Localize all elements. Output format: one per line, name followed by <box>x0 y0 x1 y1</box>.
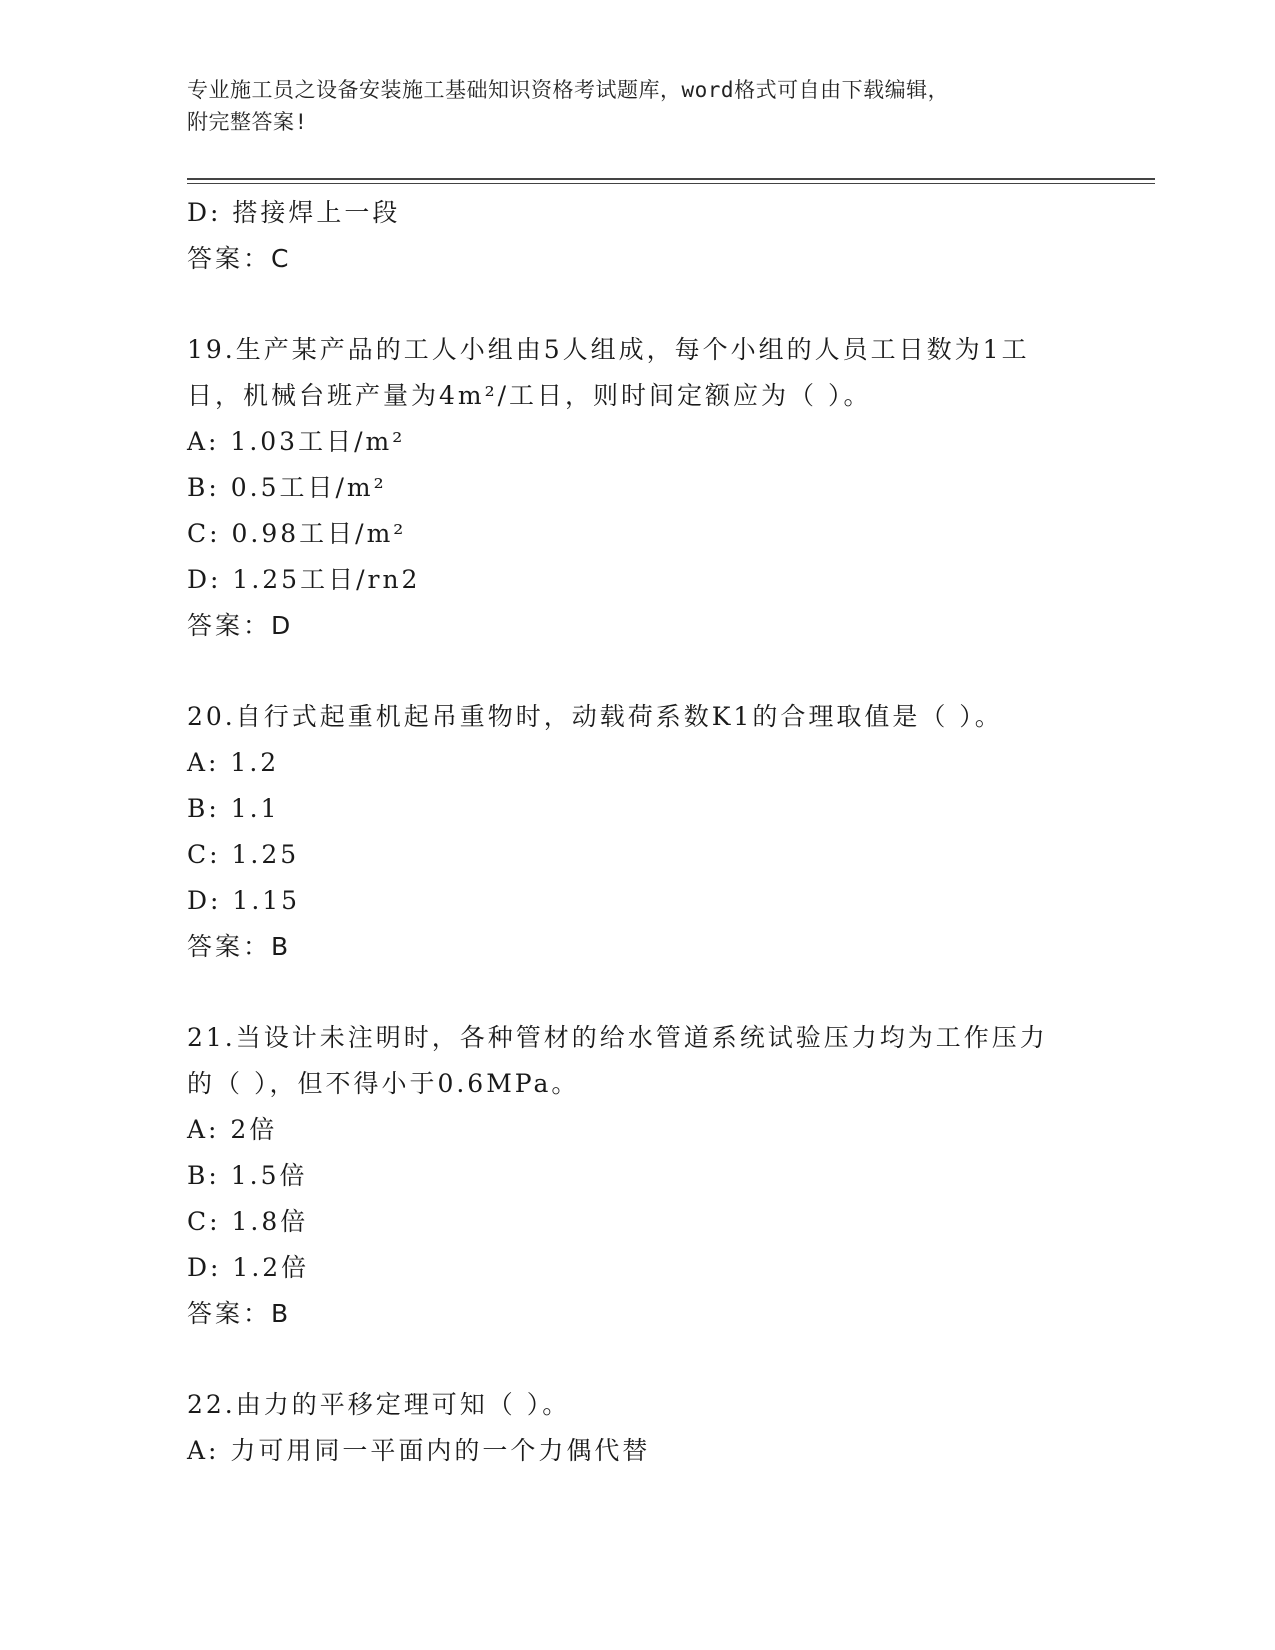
prev-answer: 答案：C <box>187 244 292 273</box>
option-d: D: 1.15 <box>187 886 301 915</box>
option-d: D: 1.2倍 <box>187 1253 310 1282</box>
option-a: A: 1.03工日/m² <box>187 427 406 456</box>
option-b: B: 1.5倍 <box>187 1161 308 1190</box>
option-b: B: 1.1 <box>187 794 280 823</box>
question-stem: 日，机械台班产量为4m²/工日，则时间定额应为（ ）。 <box>187 381 872 410</box>
question-stem: 20.自行式起重机起吊重物时，动载荷系数K1的合理取值是（ ）。 <box>187 702 1003 731</box>
question-21 <box>187 1015 1087 1337</box>
prev-option-d: D: 搭接焊上一段 <box>187 198 401 227</box>
option-a: A: 2倍 <box>187 1115 278 1144</box>
question-list <box>187 190 1087 1474</box>
option-c: C: 0.98工日/m² <box>187 519 407 548</box>
header-line-2: 附完整答案! <box>187 110 308 134</box>
header-divider <box>187 178 1155 184</box>
option-c: C: 1.25 <box>187 840 300 869</box>
option-d: D: 1.25工日/rn2 <box>187 565 421 594</box>
question-19 <box>187 327 1087 649</box>
answer: 答案：B <box>187 932 292 961</box>
question-stem: 的（ ），但不得小于0.6MPa。 <box>187 1069 580 1098</box>
document-header <box>187 74 1087 138</box>
option-a: A: 1.2 <box>187 748 280 777</box>
question-stem: 22.由力的平移定理可知（ ）。 <box>187 1390 571 1419</box>
option-c: C: 1.8倍 <box>187 1207 309 1236</box>
header-line-1: 专业施工员之设备安装施工基础知识资格考试题库，word格式可自由下载编辑， <box>187 78 950 102</box>
question-stem: 21.当设计未注明时，各种管材的给水管道系统试验压力均为工作压力 <box>187 1023 1048 1052</box>
question-22 <box>187 1382 1087 1474</box>
question-20 <box>187 694 1087 970</box>
option-b: B: 0.5工日/m² <box>187 473 387 502</box>
answer: 答案：B <box>187 1299 292 1328</box>
question-stem: 19.生产某产品的工人小组由5人组成，每个小组的人员工日数为1工 <box>187 335 1030 364</box>
answer: 答案：D <box>187 611 294 640</box>
option-a: A: 力可用同一平面内的一个力偶代替 <box>187 1436 651 1465</box>
